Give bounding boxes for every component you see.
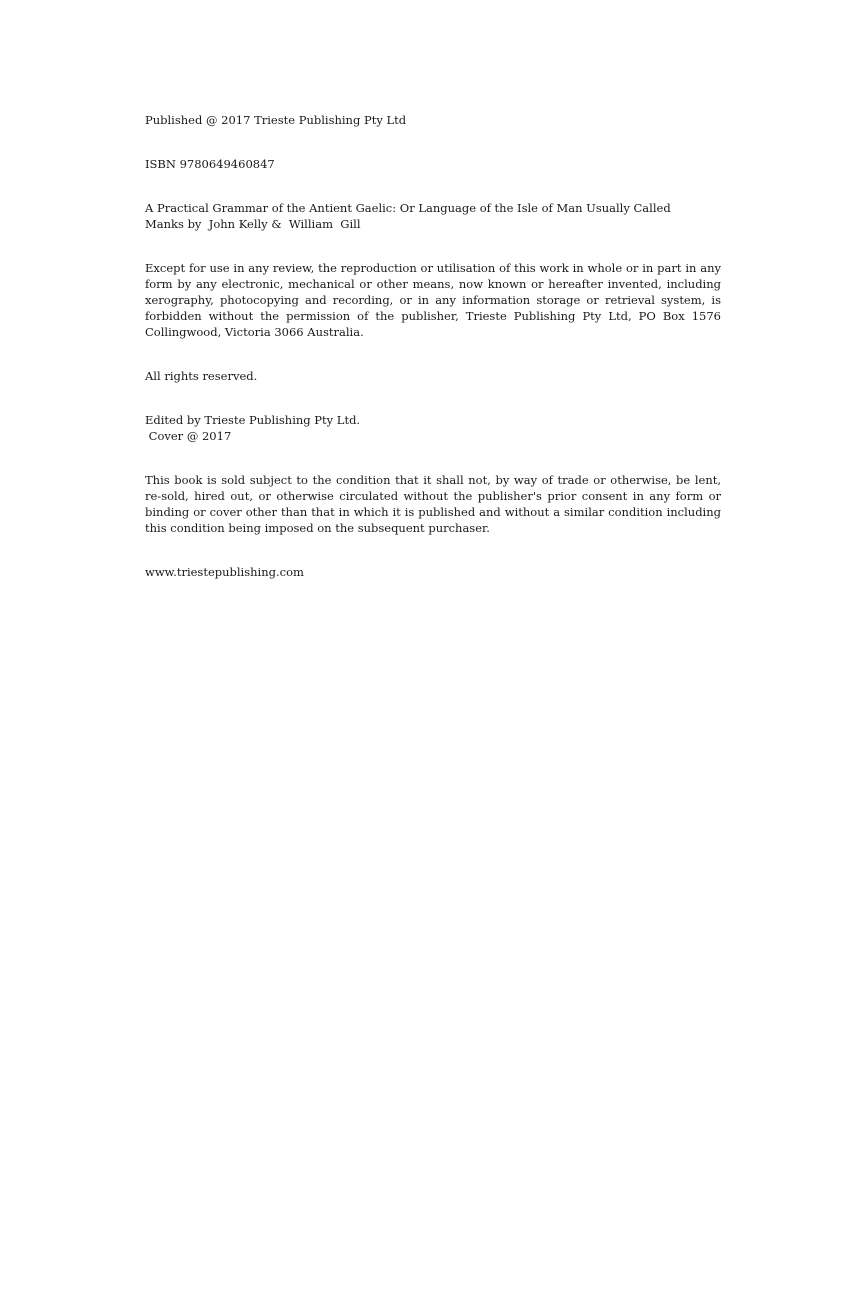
published-line: Published @ 2017 Trieste Publishing Pty Ltd	[145, 113, 407, 127]
cover-line: Cover @ 2017	[145, 429, 232, 443]
sale-condition-notice: This book is sold subject to the condition that it shall not, by way of trade or otherwise, be lent, re-sold, hired out, or otherwise circulated without the publisher's prior consent in any form or binding or cover other than that in which it is published and without a similar condition including this condition being imposed on the subsequent purchaser.	[145, 473, 721, 535]
publisher-website: www.triestepublishing.com	[145, 565, 304, 579]
rights-notice: Except for use in any review, the reproduction or utilisation of this work in whole or in part in any form by any electronic, mechanical or other means, now known or hereafter invented, including xerography, photocopying and recording, or in any information storage or retrieval system, is forbidden without the permission of the publisher, Trieste Publishing Pty Ltd, PO Box 1576 Collingwood, Victoria 3066 Australia.	[145, 261, 721, 339]
edited-by-line: Edited by Trieste Publishing Pty Ltd.	[145, 413, 361, 427]
book-title-line: A Practical Grammar of the Antient Gaelic: Or Language of the Isle of Man Usually Called	[145, 201, 671, 215]
isbn-line: ISBN 9780649460847	[145, 157, 275, 171]
book-title-line: Manks by John Kelly & William Gill	[145, 217, 361, 231]
edition-credits	[145, 412, 721, 444]
all-rights-reserved: All rights reserved.	[145, 369, 258, 383]
book-title	[145, 200, 721, 232]
